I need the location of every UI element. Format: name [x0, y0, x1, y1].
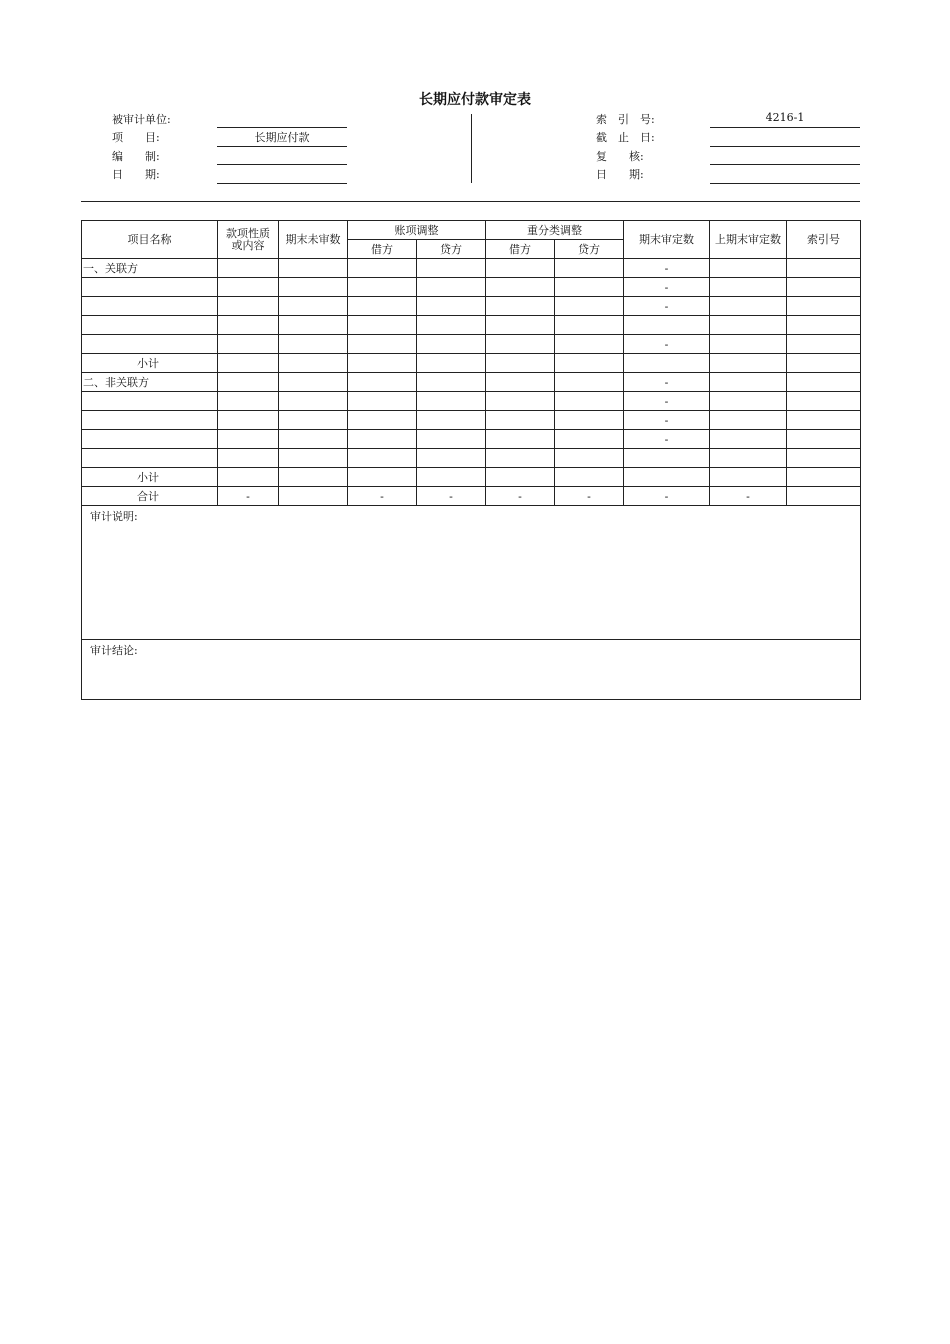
row-index[interactable] [787, 297, 861, 316]
audit-table [81, 220, 861, 700]
total-rec-debit[interactable]: - [486, 487, 555, 506]
page-title: 长期应付款审定表 [419, 92, 531, 108]
row-adj-debit[interactable] [348, 411, 417, 430]
row-rec-credit[interactable] [555, 430, 624, 449]
row-name [82, 335, 218, 354]
cutoff-date-label: 截 止 日: [596, 131, 655, 144]
row-name: 小计 [82, 468, 218, 487]
row-adj-debit[interactable] [348, 278, 417, 297]
index-number-label: 索 引 号: [596, 113, 655, 126]
row-adj-debit[interactable] [348, 259, 417, 278]
total-index[interactable] [787, 487, 861, 506]
row-index[interactable] [787, 259, 861, 278]
row-unaudited[interactable] [279, 468, 348, 487]
row-unaudited[interactable] [279, 411, 348, 430]
row-rec-debit[interactable] [486, 392, 555, 411]
row-rec-debit[interactable] [486, 373, 555, 392]
row-rec-credit[interactable] [555, 354, 624, 373]
row-name [82, 392, 218, 411]
header-separator [81, 201, 860, 202]
total-rec-credit[interactable]: - [555, 487, 624, 506]
table-row [82, 411, 861, 430]
col-header-unaudited: 期末未审数 [279, 221, 348, 259]
table-row [82, 278, 861, 297]
row-name [82, 449, 218, 468]
row-name [82, 278, 218, 297]
row-adj-debit[interactable] [348, 430, 417, 449]
row-adj-credit[interactable] [417, 373, 486, 392]
row-adj-credit[interactable] [417, 430, 486, 449]
row-prev-audited[interactable] [710, 316, 787, 335]
row-prev-audited[interactable] [710, 411, 787, 430]
row-unaudited[interactable] [279, 259, 348, 278]
project-underline [217, 146, 347, 147]
row-rec-debit[interactable] [486, 316, 555, 335]
row-prev-audited[interactable] [710, 468, 787, 487]
row-rec-credit[interactable] [555, 278, 624, 297]
row-index[interactable] [787, 468, 861, 487]
row-name: 一、关联方 [82, 259, 218, 278]
row-prev-audited[interactable] [710, 297, 787, 316]
row-index[interactable] [787, 449, 861, 468]
total-audited[interactable]: - [624, 487, 710, 506]
row-audited[interactable] [624, 449, 710, 468]
row-audited[interactable]: - [624, 297, 710, 316]
row-prev-audited[interactable] [710, 373, 787, 392]
row-rec-credit[interactable] [555, 449, 624, 468]
col-header-adj-debit: 借方 [348, 240, 417, 259]
row-rec-debit[interactable] [486, 411, 555, 430]
row-rec-debit[interactable] [486, 449, 555, 468]
reviewer-label: 复 核: [596, 150, 644, 163]
header-divider [471, 114, 472, 183]
row-adj-credit[interactable] [417, 278, 486, 297]
table-row [82, 259, 861, 278]
row-index[interactable] [787, 411, 861, 430]
row-index[interactable] [787, 430, 861, 449]
row-adj-debit[interactable] [348, 316, 417, 335]
row-rec-debit[interactable] [486, 468, 555, 487]
row-prev-audited[interactable] [710, 278, 787, 297]
row-adj-debit[interactable] [348, 335, 417, 354]
audit-conclusion-label: 审计结论: [90, 644, 138, 657]
total-unaudited[interactable] [279, 487, 348, 506]
col-header-reclassification: 重分类调整 [486, 221, 624, 240]
row-index[interactable] [787, 354, 861, 373]
row-rec-credit[interactable] [555, 335, 624, 354]
row-prev-audited[interactable] [710, 392, 787, 411]
row-prev-audited[interactable] [710, 430, 787, 449]
prepared-by-underline [217, 164, 347, 165]
col-header-item-name: 项目名称 [82, 221, 218, 259]
row-adj-credit[interactable] [417, 392, 486, 411]
row-audited[interactable] [624, 354, 710, 373]
prepared-date-label: 日 期: [112, 168, 160, 181]
row-audited[interactable] [624, 468, 710, 487]
total-adj-credit[interactable]: - [417, 487, 486, 506]
table-row [82, 430, 861, 449]
row-prev-audited[interactable] [710, 449, 787, 468]
total-row [82, 487, 861, 506]
row-name: 小计 [82, 354, 218, 373]
row-audited[interactable] [624, 316, 710, 335]
row-nature[interactable] [218, 297, 279, 316]
row-unaudited[interactable] [279, 449, 348, 468]
prepared-by-label: 编 制: [112, 150, 160, 163]
row-prev-audited[interactable] [710, 335, 787, 354]
row-rec-credit[interactable] [555, 411, 624, 430]
row-nature[interactable] [218, 259, 279, 278]
row-nature[interactable] [218, 354, 279, 373]
row-adj-credit[interactable] [417, 411, 486, 430]
row-unaudited[interactable] [279, 335, 348, 354]
row-index[interactable] [787, 335, 861, 354]
review-date-underline [710, 183, 860, 184]
col-header-rec-debit: 借方 [486, 240, 555, 259]
col-header-adj-credit: 贷方 [417, 240, 486, 259]
row-prev-audited[interactable] [710, 259, 787, 278]
row-nature[interactable] [218, 411, 279, 430]
row-index[interactable] [787, 278, 861, 297]
row-rec-credit[interactable] [555, 316, 624, 335]
row-audited[interactable]: - [624, 373, 710, 392]
row-adj-debit[interactable] [348, 297, 417, 316]
row-rec-debit[interactable] [486, 430, 555, 449]
row-audited[interactable]: - [624, 411, 710, 430]
prepared-date-underline [217, 183, 347, 184]
col-header-prev-audited: 上期末审定数 [710, 221, 787, 259]
row-index[interactable] [787, 373, 861, 392]
row-rec-credit[interactable] [555, 392, 624, 411]
row-adj-credit[interactable] [417, 335, 486, 354]
row-adj-credit[interactable] [417, 259, 486, 278]
row-nature[interactable] [218, 430, 279, 449]
total-label: 合计 [82, 487, 218, 506]
audit-conclusion[interactable] [82, 640, 861, 700]
project-value[interactable]: 长期应付款 [254, 131, 310, 144]
audit-notes[interactable] [82, 506, 861, 640]
row-rec-credit[interactable] [555, 259, 624, 278]
row-unaudited[interactable] [279, 316, 348, 335]
total-nature[interactable]: - [218, 487, 279, 506]
col-header-adjustment: 账项调整 [348, 221, 486, 240]
cutoff-date-underline [710, 146, 860, 147]
row-audited[interactable]: - [624, 392, 710, 411]
total-prev-audited[interactable]: - [710, 487, 787, 506]
audit-notes-label: 审计说明: [90, 510, 138, 523]
row-name [82, 316, 218, 335]
audited-entity-underline [217, 127, 347, 128]
review-date-label: 日 期: [596, 168, 644, 181]
row-adj-debit[interactable] [348, 373, 417, 392]
row-rec-debit[interactable] [486, 259, 555, 278]
row-index[interactable] [787, 316, 861, 335]
row-audited[interactable]: - [624, 259, 710, 278]
row-audited[interactable]: - [624, 278, 710, 297]
table-row [82, 335, 861, 354]
row-unaudited[interactable] [279, 373, 348, 392]
col-header-rec-credit: 贷方 [555, 240, 624, 259]
row-unaudited[interactable] [279, 430, 348, 449]
row-unaudited[interactable] [279, 354, 348, 373]
row-rec-debit[interactable] [486, 335, 555, 354]
row-nature[interactable] [218, 373, 279, 392]
row-adj-debit[interactable] [348, 392, 417, 411]
table-row [82, 449, 861, 468]
reviewer-underline [710, 164, 860, 165]
row-name: 二、非关联方 [82, 373, 218, 392]
row-nature[interactable] [218, 468, 279, 487]
table-row [82, 316, 861, 335]
audited-entity-label: 被审计单位: [112, 113, 171, 126]
row-unaudited[interactable] [279, 392, 348, 411]
total-adj-debit[interactable]: - [348, 487, 417, 506]
row-rec-credit[interactable] [555, 373, 624, 392]
row-rec-credit[interactable] [555, 468, 624, 487]
row-adj-credit[interactable] [417, 449, 486, 468]
row-name [82, 430, 218, 449]
table-row [82, 297, 861, 316]
row-adj-credit[interactable] [417, 297, 486, 316]
table-row [82, 468, 861, 487]
row-rec-credit[interactable] [555, 297, 624, 316]
col-header-audited: 期末审定数 [624, 221, 710, 259]
index-number-underline [710, 127, 860, 128]
row-nature[interactable] [218, 316, 279, 335]
table-row [82, 354, 861, 373]
table-row [82, 373, 861, 392]
row-adj-debit[interactable] [348, 354, 417, 373]
row-nature[interactable] [218, 392, 279, 411]
row-index[interactable] [787, 392, 861, 411]
table-row [82, 392, 861, 411]
row-audited[interactable]: - [624, 430, 710, 449]
row-adj-debit[interactable] [348, 468, 417, 487]
col-header-index: 索引号 [787, 221, 861, 259]
row-adj-credit[interactable] [417, 468, 486, 487]
index-number-value[interactable]: 4216-1 [765, 111, 805, 124]
row-adj-credit[interactable] [417, 316, 486, 335]
row-audited[interactable]: - [624, 335, 710, 354]
row-adj-debit[interactable] [348, 449, 417, 468]
row-adj-credit[interactable] [417, 354, 486, 373]
row-name [82, 411, 218, 430]
row-unaudited[interactable] [279, 297, 348, 316]
project-label: 项 目: [112, 131, 160, 144]
row-rec-debit[interactable] [486, 354, 555, 373]
col-header-nature: 款项性质或内容 [218, 221, 279, 259]
row-nature[interactable] [218, 449, 279, 468]
row-nature[interactable] [218, 278, 279, 297]
row-rec-debit[interactable] [486, 278, 555, 297]
row-name [82, 297, 218, 316]
row-rec-debit[interactable] [486, 297, 555, 316]
row-nature[interactable] [218, 335, 279, 354]
row-unaudited[interactable] [279, 278, 348, 297]
row-prev-audited[interactable] [710, 354, 787, 373]
